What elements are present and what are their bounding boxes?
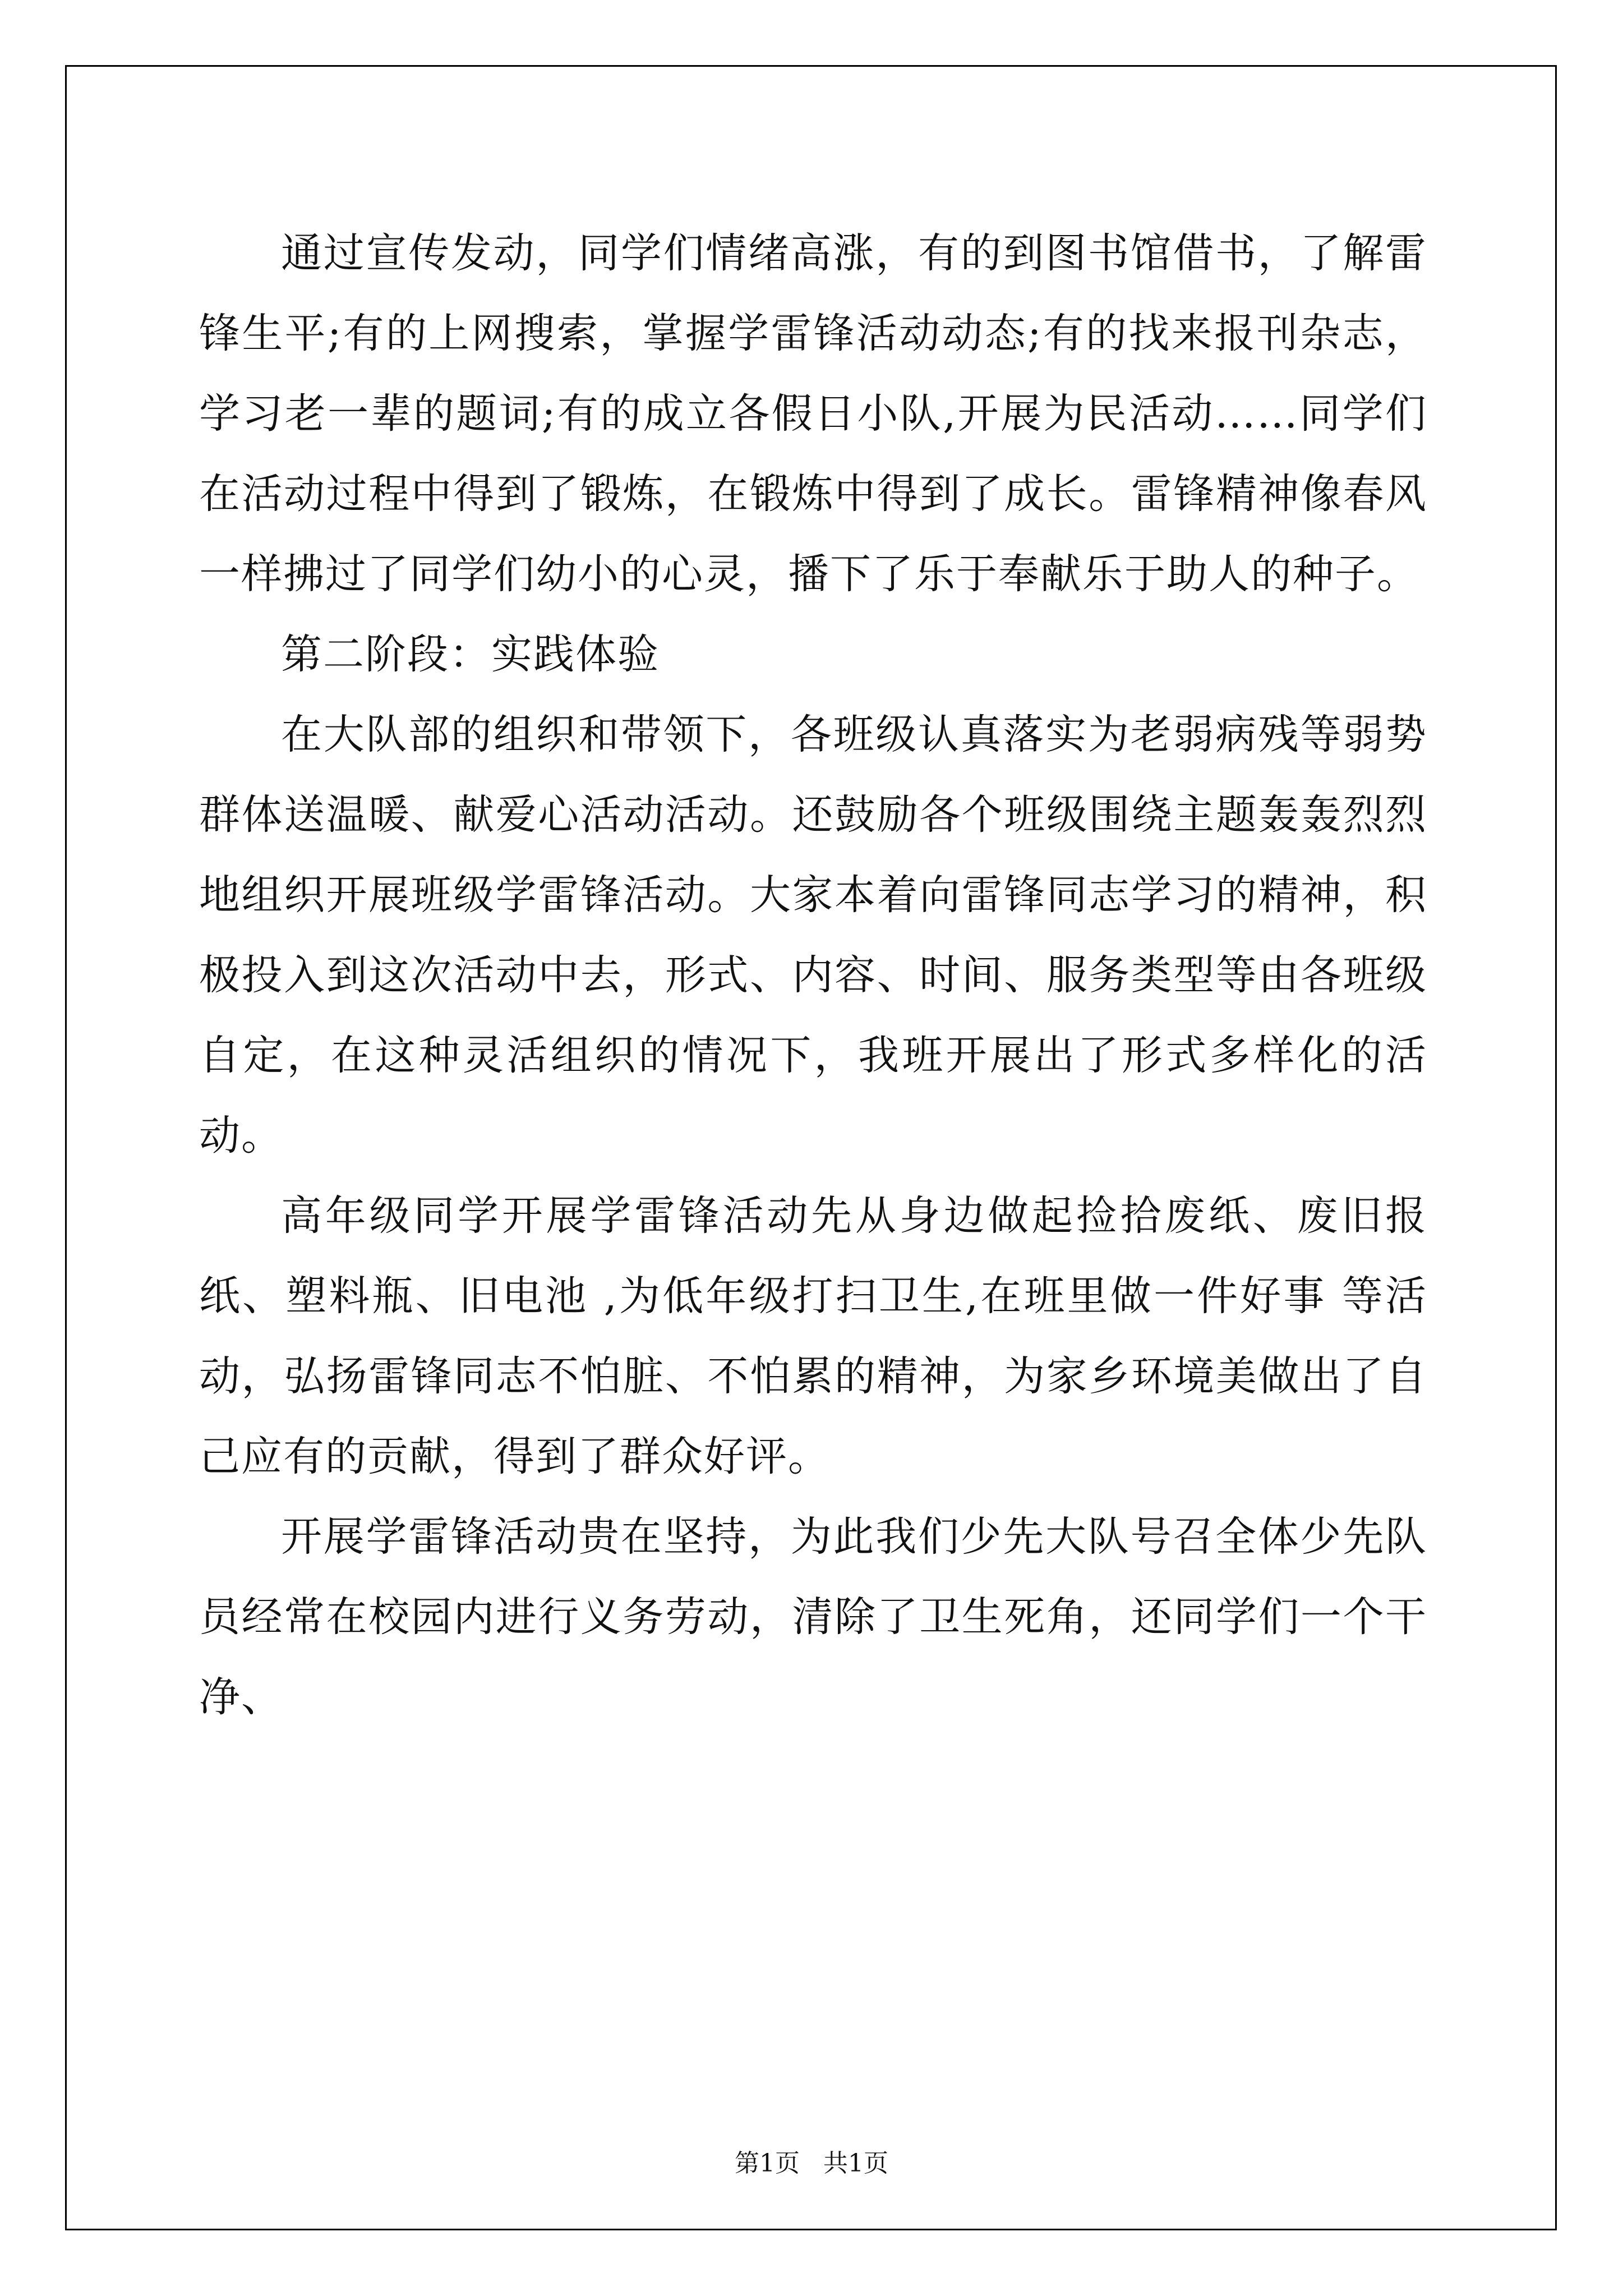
paragraph-brigade-organization: 在大队部的组织和带领下，各班级认真落实为老弱病残等弱势群体送温暖、献爱心活动活动。还鼓励各个班级围绕主题轰轰烈烈地组织开展班级学雷锋活动。大家本着向雷锋同志学习的精神，积极投入到这次活动中去，形式、内容、时间、服务类型等由各班级自定，在这种灵活组织的情况下，我班开展出了形式多样化的活动。 — [199, 711, 1427, 1159]
document-body — [199, 213, 1427, 1737]
paragraph-persistence: 开展学雷锋活动贵在坚持，为此我们少先大队号召全体少先队员经常在校园内进行义务劳动，清除了卫生死角，还同学们一个干净、 — [199, 1513, 1427, 1721]
section-heading-stage-two: 第二阶段：实践体验 — [281, 631, 660, 678]
paragraph-publicity: 通过宣传发动，同学们情绪高涨，有的到图书馆借书，了解雷锋生平;有的上网搜索，掌握学雷锋活动动态;有的找来报刊杂志，学习老一辈的题词;有的成立各假日小队,开展为民活动……同学们在活动过程中得到了锻炼，在锻炼中得到了成长。雷锋精神像春风一样拂过了同学们幼小的心灵，播下了乐于奉献乐于助人的种子。 — [199, 229, 1427, 598]
paragraph-senior-students: 高年级同学开展学雷锋活动先从身边做起捡拾废纸、废旧报纸、塑料瓶、旧电池 ,为低年级打扫卫生,在班里做一件好事 等活动，弘扬雷锋同志不怕脏、不怕累的精神，为家乡环境美做出了自己应有的贡献，得到了群众好评。 — [199, 1192, 1427, 1480]
page-number-footer: 第1页 共1页 — [735, 2149, 888, 2178]
